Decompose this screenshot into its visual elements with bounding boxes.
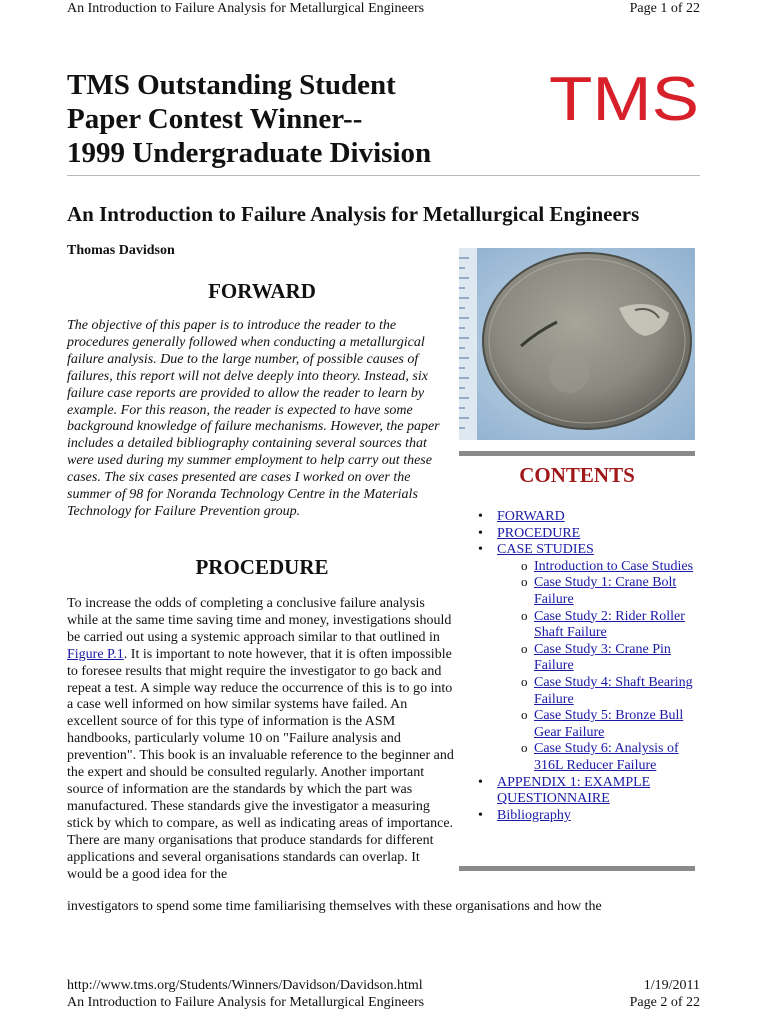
toc-link-case-study-4[interactable]: Case Study 4: Shaft Bearing Failure	[534, 674, 693, 707]
toc-link-case-study-3[interactable]: Case Study 3: Crane Pin Failure	[534, 641, 671, 674]
footer-page: Page 2 of 22	[629, 995, 700, 1010]
procedure-text-rest: . It is important to note however, that it is often impossible to foresee results that might require the investigator to go back and repeat a test. A simple way reduce the occurrence of this is to go into a case well informed on how similar systems have failed. An excellent source of for this type of information is the ASM handbooks, particularly volume 10 on "Failure analysis and prevention". This book is an invaluable reference to the beginner and the expert and should be consulted regularly. Another important source of information are the standards by which the part was manufactured. These standards give the investigator a measuring stick by which to compare, as well as indicating areas of importance. There are many organisations that produce standards for different applications and several organisations standards can overlap. It would be a good idea for the	[67, 646, 454, 882]
figure-p1-link[interactable]: Figure P.1	[67, 646, 124, 662]
toc-link-intro-case-studies[interactable]: Introduction to Case Studies	[534, 558, 694, 574]
procedure-last-line: investigators to spend some time familiarising themselves with these organisations and how the	[67, 899, 602, 914]
toc-subitem	[470, 609, 695, 642]
toc-subitem	[470, 575, 695, 608]
procedure-paragraph	[67, 596, 457, 883]
toc-subitem	[470, 741, 695, 774]
procedure-text-start: To increase the odds of completing a conclusive failure analysis while at the same time saving time and money, investigations should be carried out using a systemic approach similar to that outlined in	[67, 596, 452, 645]
toc-link-forward[interactable]: FORWARD	[497, 509, 565, 524]
toc-item	[470, 526, 695, 543]
article-title: An Introduction to Failure Analysis for Metallurgical Engineers	[67, 202, 640, 226]
contents-bottom-bar	[459, 866, 695, 871]
print-header-page: Page 1 of 22	[629, 1, 700, 16]
toc-link-case-study-2[interactable]: Case Study 2: Rider Roller Shaft Failure	[534, 608, 685, 641]
banner-title-line: Paper Contest Winner--	[67, 103, 363, 135]
print-header-title: An Introduction to Failure Analysis for Metallurgical Engineers	[67, 1, 425, 16]
toc-link-case-studies[interactable]: CASE STUDIES	[497, 542, 594, 558]
toc-item	[470, 542, 695, 774]
forward-paragraph: The objective of this paper is to introduce the reader to the procedures generally followed when conducting a metallurgical failure analysis. Due to the large number, of possible causes of failures, this report will not delve deeply into theory. Instead, six failure case reports are provided to allow the reader to learn by example. For this reason, the reader is expected to have some background knowledge of failure mechanisms. However, the paper includes a detailed bibliography containing several sources that were used during my summer employment to help carry out these cases. The six cases presented are cases I worked on over the summer of 98 for Noranda Technology Centre in the Materials Technology for Failure Prevention group.	[67, 318, 440, 519]
toc-link-case-study-1[interactable]: Case Study 1: Crane Bolt Failure	[534, 575, 677, 607]
toc-subitem	[470, 708, 695, 741]
contents-top-bar	[459, 451, 695, 456]
footer-title: An Introduction to Failure Analysis for Metallurgical Engineers	[67, 995, 425, 1010]
forward-heading: FORWARD	[208, 279, 316, 303]
tms-logo	[548, 70, 700, 126]
toc-subitem	[470, 675, 695, 708]
contents-title: CONTENTS	[519, 463, 635, 487]
fracture-surface-photo	[459, 248, 695, 440]
contents-list	[470, 509, 695, 824]
toc-link-bibliography[interactable]: Bibliography	[497, 807, 571, 823]
toc-subitem	[470, 642, 695, 675]
footer-date: 1/19/2011	[643, 978, 700, 993]
toc-item	[470, 509, 695, 526]
tms-logo-text: TMS	[549, 70, 699, 126]
footer-url: http://www.tms.org/Students/Winners/Davidson/Davidson.html	[67, 978, 423, 993]
toc-item	[470, 808, 695, 825]
banner-title-line: 1999 Undergraduate Division	[67, 137, 432, 169]
toc-link-case-study-5[interactable]: Case Study 5: Bronze Bull Gear Failure	[534, 708, 684, 740]
toc-link-case-study-6[interactable]: Case Study 6: Analysis of 316L Reducer Failure	[534, 741, 679, 773]
procedure-heading: PROCEDURE	[195, 555, 329, 579]
divider-rule	[67, 175, 700, 176]
toc-subitem	[470, 559, 695, 576]
toc-link-appendix-1[interactable]: APPENDIX 1: EXAMPLE QUESTIONNAIRE	[497, 774, 651, 807]
toc-link-procedure[interactable]: PROCEDURE	[497, 525, 581, 541]
author-name: Thomas Davidson	[67, 243, 175, 258]
banner-title-line: TMS Outstanding Student	[67, 69, 396, 101]
banner-title	[67, 68, 487, 170]
toc-item	[470, 775, 695, 808]
